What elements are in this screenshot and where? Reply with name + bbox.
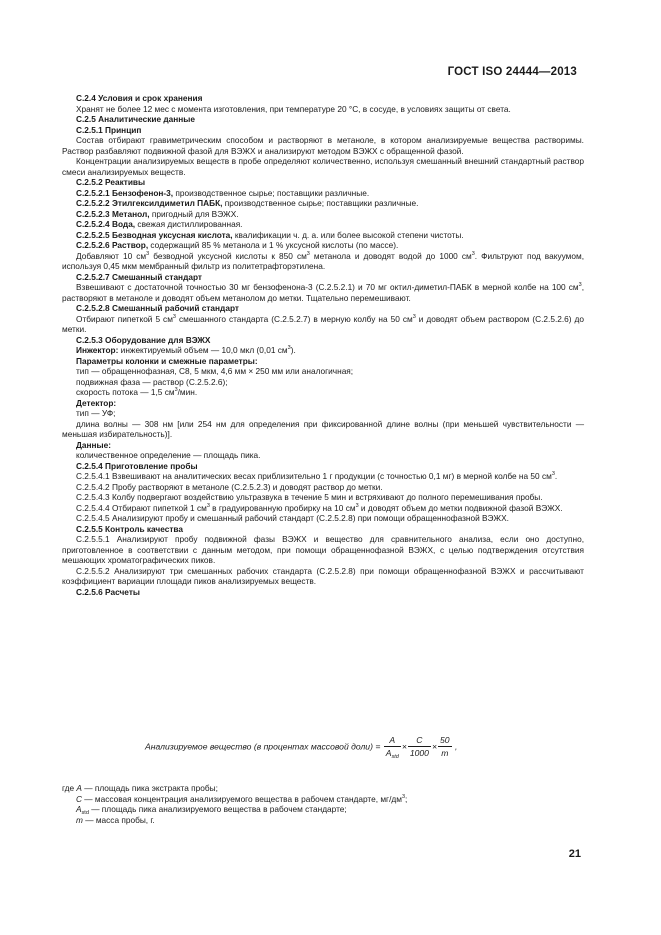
reagent-1 xyxy=(62,188,584,199)
reagent-5 xyxy=(62,230,584,241)
reagent-4-text: свежая дистиллированная. xyxy=(135,219,243,229)
sample-step-1-a: С.2.5.4.1 Взвешивают на аналитических весах приблизительно 1 г продукции (с точностью 0,1 мг) в мерной колбе на 50 см xyxy=(76,471,552,481)
qc-step-1: С.2.5.5.1 Анализируют пробу подвижной фазы ВЭЖХ и вещество для сравнительного анализа, если оно доступно, приготовленное в соответствии с данным методом, при помощи обращеннофазной ВЭЖХ, с целью подтверждения отсутствия мешающих хроматографических пиков. xyxy=(62,534,584,565)
legend-a xyxy=(62,783,584,794)
legend-astd-symbol: A xyxy=(76,804,82,814)
reagent-7-para-a: Взвешивают с достаточной точностью 30 мг бензофенона-3 (С.2.5.2.1) и 70 мг октил-диметил-ПАБК в мерной колбе на 100 см xyxy=(76,282,579,292)
reagent-2 xyxy=(62,198,584,209)
astd-symbol: A xyxy=(385,748,392,758)
legend-astd-subscript: std xyxy=(81,810,89,816)
times-sign: × xyxy=(431,741,437,752)
reagent-1-label: С.2.5.2.1 Бензофенон-3, xyxy=(76,187,174,198)
document-body xyxy=(62,93,584,597)
section-c254-title: С.2.5.4 Приготовление пробы xyxy=(76,460,198,471)
reagent-4 xyxy=(62,219,584,230)
sup-cm3: 3 xyxy=(306,250,310,257)
legend-m-symbol: m xyxy=(76,814,83,825)
sample-step-3: С.2.5.4.3 Колбу подвергают воздействию ультразвука в течение 5 мин и встряхивают до полного перемешивания пробы. xyxy=(76,492,543,502)
formula-legend xyxy=(62,783,584,825)
mobile-phase: подвижная фаза — раствор (С.2.5.2.6); xyxy=(76,376,228,387)
column-params-label xyxy=(62,356,584,367)
sup-cm3: 3 xyxy=(578,282,582,288)
sample-step-5: С.2.5.4.5 Анализируют пробу и смешанный рабочий стандарт (С.2.5.2.8) при помощи обращеннофазной ВЭЖХ. xyxy=(76,513,509,523)
section-c24-title: С.2.4 Условия и срок хранения xyxy=(76,93,203,103)
reagent-8-para xyxy=(62,314,584,335)
section-c251-title: С.2.5.1 Принцип xyxy=(76,124,142,135)
legend-where: где xyxy=(62,783,77,793)
detector-label xyxy=(62,398,584,409)
data-label-text: Данные: xyxy=(76,439,112,450)
legend-c-symbol: С xyxy=(76,793,82,804)
sup-cm3: 3 xyxy=(471,250,475,257)
section-c253-title: С.2.5.3 Оборудование для ВЭЖХ xyxy=(76,334,211,345)
sup-cm3: 3 xyxy=(172,313,176,320)
fraction-denominator: 1000 xyxy=(409,748,429,758)
sup-dm3: 3 xyxy=(401,793,405,800)
fraction-numerator: A xyxy=(384,735,401,747)
section-c25-title: С.2.5 Аналитические данные xyxy=(76,114,196,124)
fraction-c-over-1000 xyxy=(408,735,431,758)
reagent-5-text: квалификации ч. д. а. или более высокой степени чистоты. xyxy=(232,229,464,240)
fraction-50-over-m xyxy=(438,735,452,758)
sample-step-4-b: в градуированную пробирку на 10 см xyxy=(209,502,356,513)
sample-step-4-a: С.2.5.4.4 Отбирают пипеткой 1 см xyxy=(76,502,207,513)
detector-label-text: Детектор: xyxy=(76,397,117,408)
sup-cm3: 3 xyxy=(287,345,291,351)
times-sign: × xyxy=(401,741,407,752)
legend-m-text: — масса пробы, г. xyxy=(82,814,155,825)
reagent-6-para xyxy=(62,251,584,272)
reagent-5-label: С.2.5.2.5 Безводная уксусная кислота, xyxy=(76,229,233,240)
flow-rate xyxy=(62,387,584,398)
reagent-7-title: С.2.5.2.7 Смешанный стандарт xyxy=(76,271,202,282)
reagent-7-para-b: , растворяют в метаноле и доводят объем метанолом до метки. Тщательно перемешивают. xyxy=(62,282,584,303)
sup-cm3: 3 xyxy=(206,502,210,509)
formula-trailing-comma: , xyxy=(454,741,458,752)
data-text: количественное определение — площадь пика. xyxy=(76,450,261,460)
reagent-3 xyxy=(62,209,584,220)
reagent-3-label: С.2.5.2.3 Метанол, xyxy=(76,208,150,219)
reagent-6-text: содержащий 85 % метанола и 1 % уксусной кислоты (по массе). xyxy=(148,240,399,250)
sample-step-1 xyxy=(62,471,584,482)
detector-type: тип — УФ; xyxy=(76,408,116,418)
legend-m xyxy=(62,815,584,826)
section-c255-title: С.2.5.5 Контроль качества xyxy=(76,523,184,534)
detector-wavelength: длина волны — 308 нм [или 254 нм для определения при фиксированной длине волны (при меньшей чувствительности — меньшая избирательность)]. xyxy=(62,418,584,439)
reagent-8-para-c: и доводят объем раствором (С.2.5.2.6) до метки. xyxy=(62,313,584,334)
formula-left: Анализируемое вещество (в процентах массовой доли) = xyxy=(145,741,381,752)
section-c251-para2: Концентрации анализируемых веществ в пробе определяют количественно, используя смешанный внешний стандартный раствор смеси анализируемых веществ. xyxy=(62,156,584,177)
injector-line xyxy=(62,345,584,356)
reagent-8-title: С.2.5.2.8 Смешанный рабочий стандарт xyxy=(76,303,239,313)
section-c252-title: С.2.5.2 Реактивы xyxy=(76,177,146,187)
flow-rate-a: скорость потока — 1,5 см xyxy=(76,387,175,397)
legend-astd xyxy=(62,804,584,815)
reagent-7-para xyxy=(62,282,584,303)
section-c24-text: Хранят не более 12 мес с момента изготовления, при температуре 20 °С, в сосуде, в условиях защиты от света. xyxy=(76,103,511,114)
astd-subscript: std xyxy=(391,754,399,760)
column-params-label-text: Параметры колонки и смежные параметры: xyxy=(76,355,258,366)
sup-cm3: 3 xyxy=(412,313,416,320)
sup-cm3: 3 xyxy=(551,471,555,477)
injector-text-a: инжектируемый объем — 10,0 мкл (0,01 см xyxy=(118,345,288,355)
sample-step-4 xyxy=(62,503,584,514)
standard-header: ГОСТ ISO 24444—2013 xyxy=(447,66,577,78)
legend-a-symbol: А xyxy=(76,783,82,793)
sample-step-4-c: и доводят объем до метки подвижной фазой ВЭЖХ. xyxy=(358,502,563,513)
reagent-4-label: С.2.5.2.4 Вода, xyxy=(76,219,136,229)
legend-c: С — массовая концентрация анализируемого вещества в рабочем стандарте, $мг/дм^3$; xyxy=(76,793,408,804)
calculation-formula xyxy=(145,735,565,769)
section-c251-para1: Состав отбирают гравиметрическим способом и растворяют в метаноле, в котором анализируемые вещества растворимы. Раствор разбавляют подвижной фазой для ВЭЖХ и анализируют методом ВЭЖХ с обращенной фазой. xyxy=(62,135,584,156)
data-label xyxy=(62,440,584,451)
reagent-3-text: пригодный для ВЭЖХ. xyxy=(149,208,239,219)
reagent-8-para-a: Отбирают пипеткой 5 см xyxy=(76,313,173,324)
fraction-denominator: m xyxy=(441,748,449,758)
column-type: тип — обращеннофазная, С8, 5 мкм, 4,6 мм × 250 мм или аналогичная; xyxy=(76,366,354,376)
page-number: 21 xyxy=(568,848,581,860)
reagent-6-label: С.2.5.2.6 Раствор, xyxy=(76,240,149,250)
sup-cm3: 3 xyxy=(355,502,359,509)
reagent-2-text: производственное сырье; поставщики различные. xyxy=(222,198,419,208)
reagent-6 xyxy=(62,240,584,251)
section-c256-title: С.2.5.6 Расчеты xyxy=(76,586,140,597)
sup-cm3: 3 xyxy=(174,387,178,393)
injector-label: Инжектор: xyxy=(76,345,119,355)
reagent-8-para-b: смешанного стандарта (С.2.5.2.7) в мерную колбу на 50 см xyxy=(175,313,413,324)
legend-c-text: — массовая концентрация анализируемого вещества в рабочем стандарте, мг/дм xyxy=(82,793,402,804)
fraction-numerator: 50 xyxy=(440,735,450,745)
fraction-denominator xyxy=(384,747,401,758)
fraction-a-over-astd xyxy=(384,735,401,758)
injector-text-b: ). xyxy=(290,345,296,355)
flow-rate-b: /мин. xyxy=(177,387,198,397)
reagent-6-para-c: метанола и доводят водой до 1000 см xyxy=(309,250,472,261)
legend-a-text: — площадь пика экстракта пробы; xyxy=(81,783,218,793)
reagent-6-para-b: безводной уксусной кислоты к 850 см xyxy=(149,250,307,261)
reagent-1-text: производственное сырье; поставщики различные. xyxy=(173,187,370,198)
legend-astd-text: — площадь пика анализируемого вещества в рабочем стандарте; xyxy=(88,804,347,814)
reagent-2-label: С.2.5.2.2 Этилгексилдиметил ПАБК, xyxy=(76,198,223,208)
sample-step-1-b: . xyxy=(554,471,558,481)
sample-step-2: С.2.5.4.2 Пробу растворяют в метаноле (С.2.5.2.3) и доводят раствор до метки. xyxy=(76,481,383,492)
qc-step-2: С.2.5.5.2 Анализируют три смешанных рабочих стандарта (С.2.5.2.8) при помощи обращеннофазной ВЭЖХ и рассчитывают коэффициент вариации площади пиков анализируемых веществ. xyxy=(62,565,584,586)
fraction-numerator: C xyxy=(408,735,431,747)
sup-cm3: 3 xyxy=(146,250,150,257)
reagent-6-para-a: Добавляют 10 см xyxy=(76,250,147,261)
reagent-6-para-d: . Фильтруют под вакуумом, используя 0,45 мкм мембранный фильтр из политетрафторэтилена. xyxy=(62,250,584,271)
